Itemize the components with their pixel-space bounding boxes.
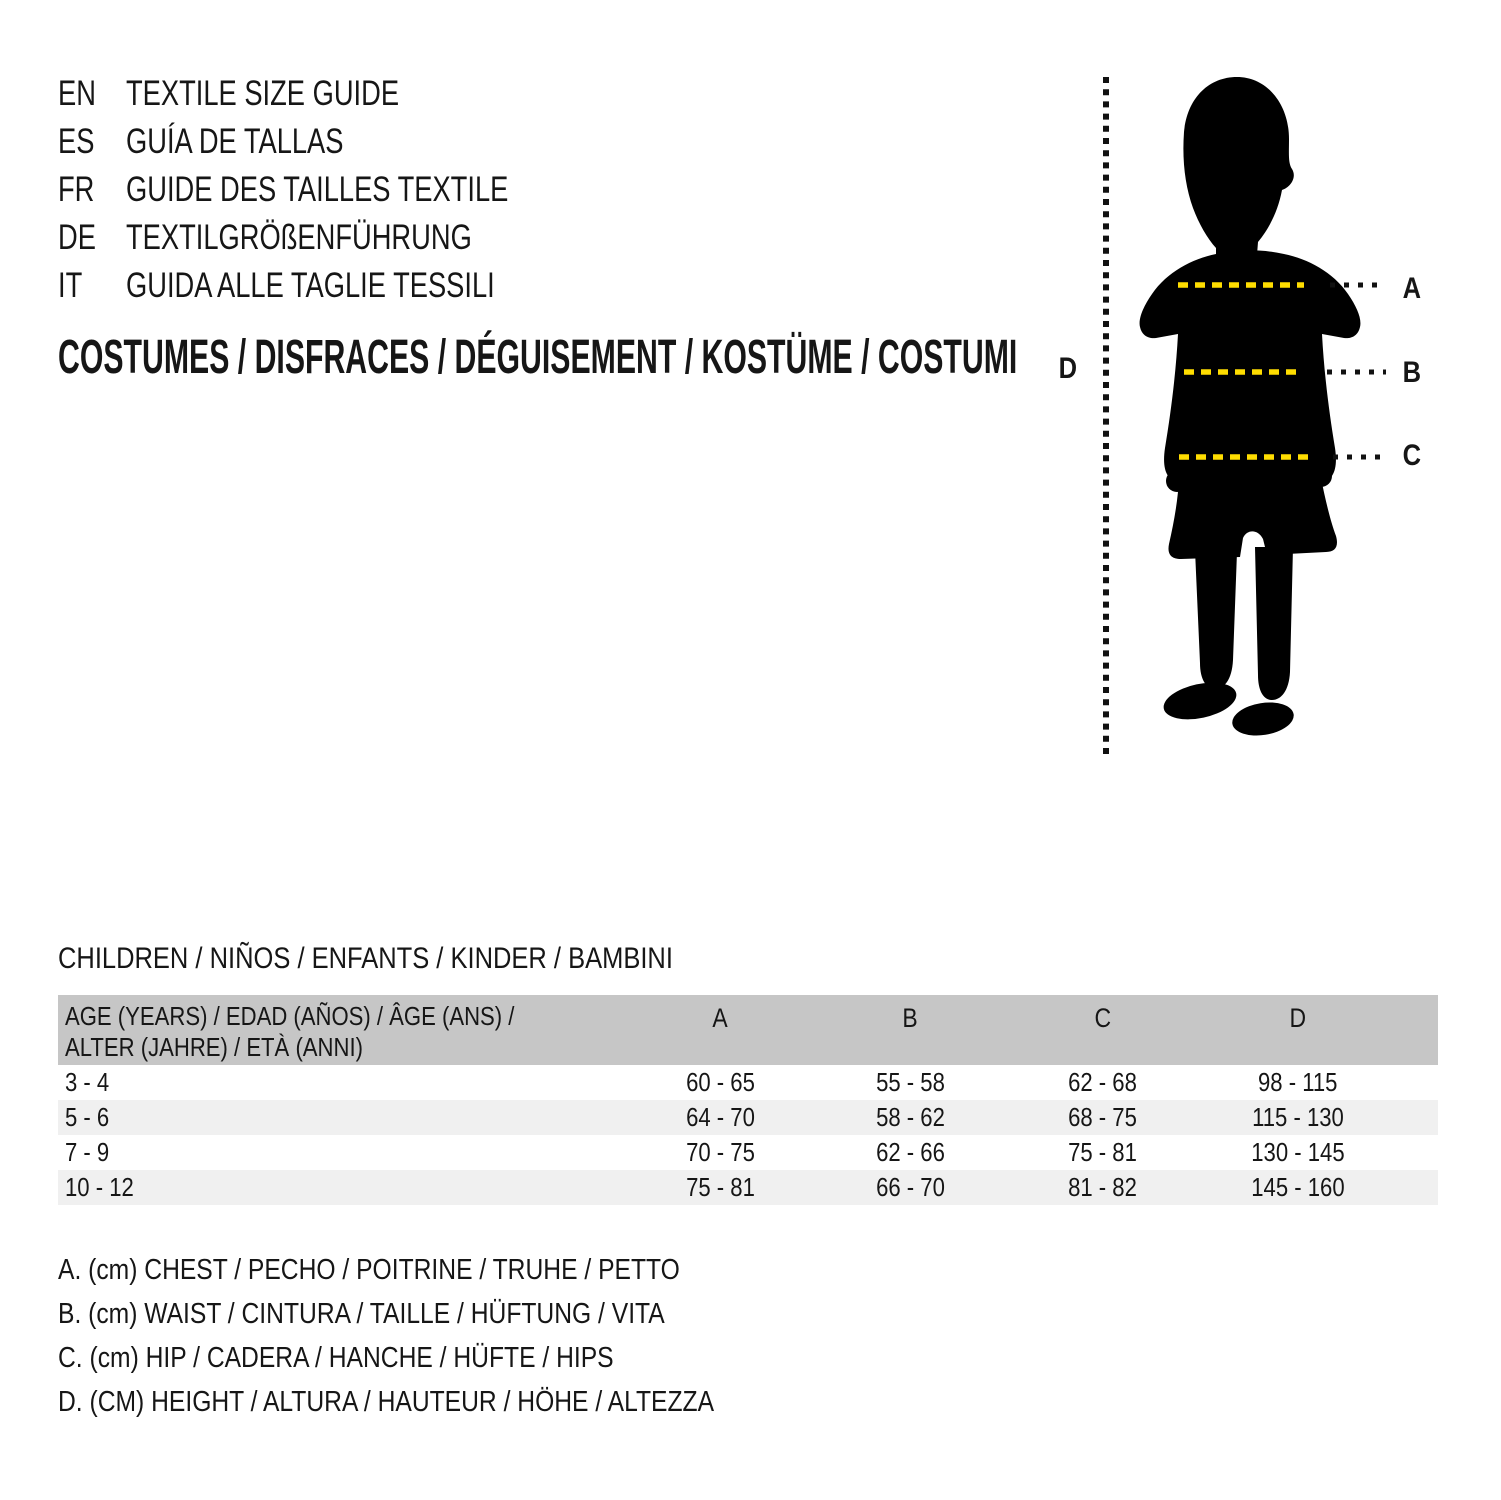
column-header-d: D [1289, 1003, 1306, 1033]
measurement-legend [58, 1248, 830, 1424]
language-title-it: GUIDA ALLE TAGLIE TESSILI [126, 266, 495, 305]
silhouette-left-shoe [1160, 677, 1239, 726]
age-cell: 7 - 9 [65, 1137, 110, 1167]
silhouette-shorts [1169, 478, 1337, 559]
table-row-3-4 [58, 1065, 1438, 1100]
category-title-text: COSTUMES / DISFRACES / DÉGUISEMENT / KOSTÜME / COSTUMI [58, 331, 1018, 384]
hip-cell: 75 - 81 [1068, 1137, 1137, 1167]
language-row-en [58, 70, 758, 118]
waist-label: B [1402, 356, 1422, 389]
language-row-it [58, 262, 758, 310]
legend-item-height: D. (CM) HEIGHT / ALTURA / HAUTEUR / HÖHE / ALTEZZA [58, 1385, 715, 1418]
chest-cell: 70 - 75 [685, 1137, 755, 1167]
waist-cell: 58 - 62 [875, 1102, 945, 1132]
waist-cell: 62 - 66 [875, 1137, 945, 1167]
measurement-figure [1050, 60, 1450, 760]
language-title-es: GUÍA DE TALLAS [126, 122, 344, 161]
language-title-de: TEXTILGRÖßENFÜHRUNG [126, 218, 472, 257]
age-column-header: AGE (YEARS) / EDAD (AÑOS) / ÂGE (ANS) / ALTER (JAHRE) / ETÀ (ANNI) [65, 1001, 515, 1062]
silhouette-right-leg [1255, 547, 1293, 700]
legend-item-waist: B. (cm) WAIST / CINTURA / TAILLE / HÜFTUNG / VITA [58, 1297, 665, 1330]
language-code-it: IT [58, 266, 83, 305]
language-row-fr [58, 166, 758, 214]
column-header-c: C [1094, 1003, 1111, 1033]
chest-cell: 60 - 65 [685, 1067, 755, 1097]
legend-item-hip: C. (cm) HIP / CADERA / HANCHE / HÜFTE / HIPS [58, 1341, 614, 1374]
child-silhouette [1140, 77, 1361, 740]
language-row-de [58, 214, 758, 262]
age-cell: 10 - 12 [65, 1172, 134, 1202]
silhouette-head [1183, 77, 1293, 268]
silhouette-right-shoe [1230, 698, 1296, 739]
age-cell: 3 - 4 [65, 1067, 110, 1097]
hip-cell: 62 - 68 [1068, 1067, 1137, 1097]
waist-cell: 55 - 58 [875, 1067, 945, 1097]
table-header-row [58, 995, 1438, 1065]
height-cell: 115 - 130 [1251, 1102, 1344, 1132]
language-row-es [58, 118, 758, 166]
hip-cell: 68 - 75 [1068, 1102, 1137, 1132]
height-cell: 98 - 115 [1257, 1067, 1338, 1097]
height-cell: 130 - 145 [1250, 1137, 1345, 1167]
measurement-figure-graphic [1050, 60, 1450, 760]
legend-item-chest: A. (cm) CHEST / PECHO / POITRINE / TRUHE / PETTO [58, 1253, 680, 1286]
chest-label: A [1402, 272, 1422, 305]
chest-cell: 75 - 81 [685, 1172, 755, 1202]
table-row-10-12 [58, 1170, 1438, 1205]
height-cell: 145 - 160 [1250, 1172, 1345, 1202]
chest-cell: 64 - 70 [685, 1102, 755, 1132]
hip-cell: 81 - 82 [1068, 1172, 1137, 1202]
hip-label: C [1402, 439, 1422, 472]
language-code-es: ES [58, 122, 95, 161]
children-size-table [58, 995, 1438, 1205]
language-title-fr: GUIDE DES TAILLES TEXTILE [126, 170, 509, 209]
children-section-title: CHILDREN / NIÑOS / ENFANTS / KINDER / BAMBINI [58, 942, 673, 975]
height-label: D [1058, 352, 1078, 385]
table-row-7-9 [58, 1135, 1438, 1170]
column-header-a: A [712, 1003, 728, 1033]
language-code-fr: FR [58, 170, 95, 209]
language-list [58, 70, 758, 310]
age-cell: 5 - 6 [65, 1102, 110, 1132]
table-row-5-6 [58, 1100, 1438, 1135]
language-code-en: EN [58, 74, 96, 113]
language-code-de: DE [58, 218, 96, 257]
column-header-b: B [902, 1003, 918, 1033]
waist-cell: 66 - 70 [875, 1172, 945, 1202]
silhouette-left-leg [1195, 550, 1237, 689]
language-title-en: TEXTILE SIZE GUIDE [126, 74, 400, 113]
